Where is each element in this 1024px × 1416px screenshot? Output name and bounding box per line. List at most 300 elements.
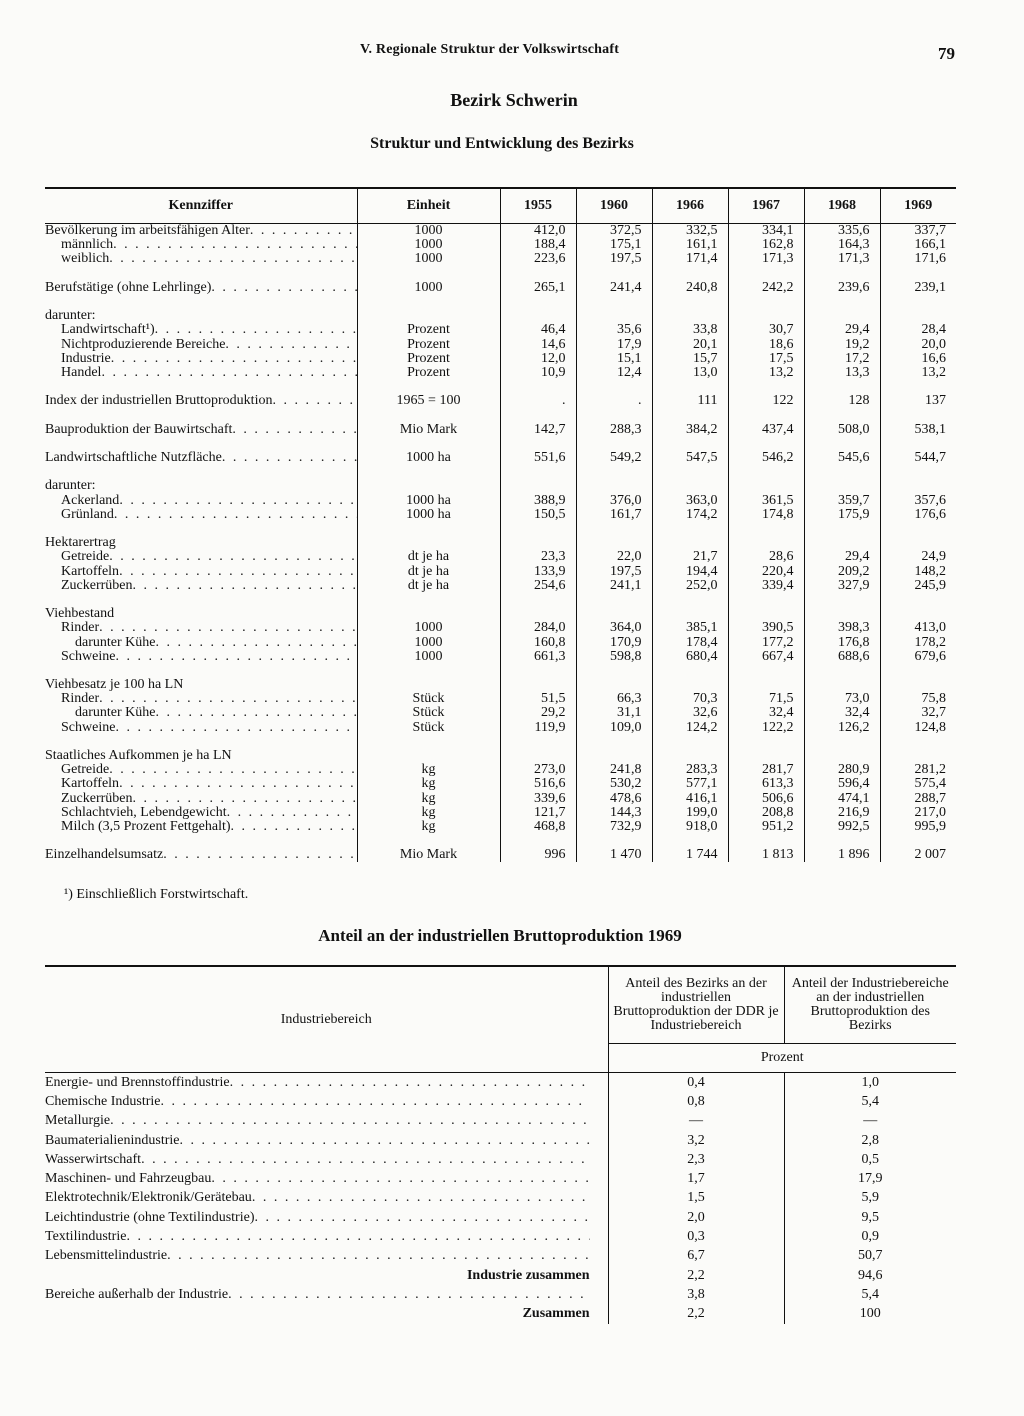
value-cell [652,749,728,763]
table-row [45,1112,956,1131]
leader-dots [115,721,356,735]
value-cell: 1 744 [652,848,728,862]
value-cell [804,749,880,763]
row-label [45,252,357,266]
value-cell: 516,6 [500,777,576,791]
table-row [45,451,956,465]
row-label [45,1285,608,1304]
value-cell: 1 813 [728,848,804,862]
unit-cell [357,607,500,621]
unit-cell: Stück [357,721,500,735]
value-cell: 23,3 [500,550,576,564]
row-spacer [45,735,956,749]
row-label [45,338,357,352]
table-row [45,238,956,252]
value-cell: 209,2 [804,565,880,579]
value-cell: 416,1 [652,792,728,806]
row-label [45,352,357,366]
unit-label: Prozent [608,1044,956,1073]
leader-dots [126,1228,589,1246]
value-cell: 545,6 [804,451,880,465]
value-cell: 17,9 [784,1169,956,1188]
table-row [45,479,956,493]
col-header-year: 1969 [880,188,956,224]
row-label-text: Einzelhandelsumsatz [45,848,164,863]
row-spacer [45,295,956,309]
value-cell: 667,4 [728,650,804,664]
value-cell: 22,0 [576,550,652,564]
row-label [45,550,357,564]
value-cell: 126,2 [804,721,880,735]
row-label-text: weiblich [61,252,110,267]
value-cell: 361,5 [728,494,804,508]
value-cell: 549,2 [576,451,652,465]
value-cell: 162,8 [728,238,804,252]
unit-cell: 1000 [357,621,500,635]
value-cell: 918,0 [652,820,728,834]
col-header-year: 1967 [728,188,804,224]
value-cell: 2 007 [880,848,956,862]
row-label-text: Milch (3,5 Prozent Fettgehalt) [61,819,231,834]
table-row [45,565,956,579]
row-label-text: Zuckerrüben [61,578,133,593]
row-label [45,692,357,706]
value-cell: 283,3 [652,763,728,777]
value-cell: 688,6 [804,650,880,664]
table-row [45,550,956,564]
value-cell: 2,2 [608,1266,784,1285]
running-header: V. Regionale Struktur der Volkswirtschaft [360,42,620,57]
value-cell: 13,0 [652,366,728,380]
table-row [45,1169,956,1188]
row-label-text: darunter: [45,309,96,324]
unit-cell: dt je ha [357,579,500,593]
row-label-text: Rinder [61,621,100,636]
page-number: 79 [938,44,955,63]
value-cell: 680,4 [652,650,728,664]
row-label-text: Wasserwirtschaft [45,1151,142,1167]
row-label-text: Staatliches Aufkommen je ha LN [45,748,232,764]
value-cell [880,607,956,621]
value-cell: 241,4 [576,281,652,295]
table-row [45,678,956,692]
value-cell: 51,5 [500,692,576,706]
table-row [45,309,956,323]
row-label-text: Rinder [61,692,100,707]
value-cell: 390,5 [728,621,804,635]
value-cell: 18,6 [728,338,804,352]
value-cell: 124,8 [880,721,956,735]
value-cell [880,678,956,692]
table-row [45,352,956,366]
value-cell: 178,2 [880,635,956,649]
value-cell: 661,3 [500,650,576,664]
value-cell: 551,6 [500,451,576,465]
unit-cell: 1000 [357,650,500,664]
value-cell [576,479,652,493]
value-cell: 530,2 [576,777,652,791]
value-cell: 334,1 [728,224,804,239]
value-cell: 538,1 [880,423,956,437]
col-header-year: 1955 [500,188,576,224]
unit-cell: kg [357,777,500,791]
value-cell: 363,0 [652,494,728,508]
value-cell: 121,7 [500,806,576,820]
value-cell: 2,2 [608,1305,784,1324]
table-row [45,1208,956,1227]
value-cell [728,607,804,621]
value-cell: 17,9 [576,338,652,352]
unit-cell: Mio Mark [357,848,500,862]
value-cell: 111 [652,394,728,408]
table-row [45,338,956,352]
table-row [45,692,956,706]
row-label-text: Grünland [61,507,114,522]
row-label-text: darunter: [45,479,96,494]
value-cell: 288,3 [576,423,652,437]
value-cell: 73,0 [804,692,880,706]
value-cell: 24,9 [880,550,956,564]
row-label [45,777,357,791]
value-cell: 364,0 [576,621,652,635]
table-row [45,224,956,239]
value-cell: 9,5 [784,1208,956,1227]
value-cell [804,607,880,621]
unit-cell: kg [357,792,500,806]
value-cell: 281,2 [880,763,956,777]
leader-dots [232,423,356,437]
table-row [45,536,956,550]
value-cell: 171,6 [880,252,956,266]
row-label-text: Baumaterialienindustrie [45,1132,180,1148]
row-label-text: Maschinen- und Fahrzeugbau [45,1171,212,1187]
row-label [45,1208,608,1227]
value-cell: 679,6 [880,650,956,664]
value-cell [576,678,652,692]
row-label-text: Leichtindustrie (ohne Textilindustrie) [45,1209,255,1225]
leader-dots [255,1209,590,1227]
value-cell: 28,6 [728,550,804,564]
col-header-year: 1966 [652,188,728,224]
unit-cell: 1000 [357,281,500,295]
leader-dots [222,451,357,465]
value-cell: 273,0 [500,763,576,777]
row-label-text: Handel [61,365,102,380]
value-cell: 175,9 [804,508,880,522]
value-cell: 161,1 [652,238,728,252]
value-cell: 413,0 [880,621,956,635]
table-row [45,1266,956,1285]
value-cell: 144,3 [576,806,652,820]
section-title-industry: Anteil an der industriellen Bruttoproduktion 1969 [318,926,682,945]
leader-dots [250,224,357,238]
value-cell: 284,0 [500,621,576,635]
value-cell: 265,1 [500,281,576,295]
value-cell: 468,8 [500,820,576,834]
value-cell: 332,5 [652,224,728,239]
value-cell: 732,9 [576,820,652,834]
value-cell [728,309,804,323]
row-label-text: Viehbesatz je 100 ha LN [45,678,184,693]
leader-dots [141,1151,589,1169]
value-cell: 1 896 [804,848,880,862]
unit-cell: kg [357,806,500,820]
row-label [45,621,357,635]
row-spacer [45,437,956,451]
unit-cell: 1000 ha [357,451,500,465]
leader-dots [109,252,356,266]
leader-dots [230,1074,590,1092]
section-title-structure: Struktur und Entwicklung des Bezirks [370,135,634,152]
table-row [45,621,956,635]
table-row [45,1189,956,1208]
value-cell [652,479,728,493]
row-label-text: Kartoffeln [61,777,120,792]
value-cell: 171,3 [804,252,880,266]
table-row [45,508,956,522]
value-cell: 544,7 [880,451,956,465]
value-cell: 142,7 [500,423,576,437]
value-cell: 71,5 [728,692,804,706]
row-label [45,224,357,239]
row-label-text: Schweine [61,649,116,664]
value-cell: 14,6 [500,338,576,352]
value-cell: 335,6 [804,224,880,239]
value-cell: 2,8 [784,1131,956,1150]
row-label-text: Textilindustrie [45,1229,127,1245]
table-row [45,706,956,720]
value-cell: 50,7 [784,1247,956,1266]
row-label-text: Ackerland [61,493,120,508]
table-row [45,1131,956,1150]
row-label [45,792,357,806]
value-cell [652,536,728,550]
value-cell: 1,0 [784,1073,956,1093]
value-cell: 177,2 [728,635,804,649]
value-cell: 613,3 [728,777,804,791]
row-label [45,536,357,550]
value-cell: 20,0 [880,338,956,352]
value-cell: 33,8 [652,323,728,337]
page-title: Bezirk Schwerin [450,90,578,110]
value-cell: 252,0 [652,579,728,593]
value-cell: 0,8 [608,1092,784,1111]
row-label-text: Lebensmittelindustrie [45,1248,168,1264]
value-cell: 240,8 [652,281,728,295]
row-label [45,635,357,649]
leader-dots [101,366,356,380]
unit-cell [357,678,500,692]
row-label [45,323,357,337]
row-label [45,607,357,621]
row-label-text: Berufstätige (ohne Lehrlinge) [45,280,212,295]
row-label [45,1112,608,1131]
value-cell: 6,7 [608,1247,784,1266]
row-label-text: Hektarertrag [45,536,116,551]
row-label [45,394,357,408]
value-cell [500,749,576,763]
value-cell: 546,2 [728,451,804,465]
leader-dots [133,579,357,593]
row-spacer [45,834,956,848]
leader-dots [113,238,356,252]
value-cell: 20,1 [652,338,728,352]
value-cell: 30,7 [728,323,804,337]
leader-dots [167,1247,589,1265]
value-cell: 12,4 [576,366,652,380]
value-cell: 13,2 [728,366,804,380]
row-label [45,1131,608,1150]
row-label [45,1073,608,1093]
row-label [45,579,357,593]
value-cell: 216,9 [804,806,880,820]
value-cell: 128 [804,394,880,408]
table-row [45,820,956,834]
industry-share-table [45,965,956,1324]
row-label-text: Bevölkerung im arbeitsfähigen Alter [45,224,250,239]
table-row [45,1092,956,1111]
row-label [45,281,357,295]
total-label: Zusammen [522,1306,590,1322]
value-cell [804,536,880,550]
leader-dots [180,1132,590,1150]
value-cell: 66,3 [576,692,652,706]
value-cell: 15,7 [652,352,728,366]
value-cell: 575,4 [880,777,956,791]
unit-cell: kg [357,763,500,777]
row-label [45,565,357,579]
row-label [45,366,357,380]
value-cell: 119,9 [500,721,576,735]
value-cell: 0,4 [608,1073,784,1093]
unit-cell [357,479,500,493]
footnote: ¹) Einschließlich Forstwirtschaft. [64,887,249,902]
col-header-year: 1968 [804,188,880,224]
value-cell: 13,3 [804,366,880,380]
value-cell [500,607,576,621]
value-cell: 242,2 [728,281,804,295]
value-cell: 178,4 [652,635,728,649]
row-label-text: darunter Kühe [75,635,156,650]
value-cell: 5,4 [784,1285,956,1304]
value-cell: 31,1 [576,706,652,720]
leader-dots [252,1189,590,1207]
row-label [45,238,357,252]
value-cell: 32,6 [652,706,728,720]
table-row [45,721,956,735]
value-cell: 508,0 [804,423,880,437]
value-cell: 376,0 [576,494,652,508]
value-cell: 412,0 [500,224,576,239]
row-label [45,678,357,692]
row-label [45,848,357,862]
leader-dots [115,650,356,664]
row-spacer [45,408,956,422]
row-label [45,1189,608,1208]
value-cell: 281,7 [728,763,804,777]
value-cell: 217,0 [880,806,956,820]
leader-dots [160,1093,589,1111]
value-cell: 32,4 [804,706,880,720]
value-cell: 245,9 [880,579,956,593]
value-cell: 17,5 [728,352,804,366]
table-row [45,1247,956,1266]
row-label [45,706,357,720]
value-cell: 384,2 [652,423,728,437]
col-header-kennziffer: Kennziffer [45,188,357,224]
table-row [45,1305,956,1324]
value-cell: 337,7 [880,224,956,239]
value-cell: 175,1 [576,238,652,252]
value-cell: 339,4 [728,579,804,593]
value-cell: 197,5 [576,252,652,266]
table-row [45,394,956,408]
leader-dots [119,494,356,508]
value-cell [500,678,576,692]
value-cell [576,536,652,550]
value-cell: 70,3 [652,692,728,706]
structure-table [45,187,956,862]
value-cell: 100 [784,1305,956,1324]
leader-dots [114,508,357,522]
leader-dots [155,706,356,720]
value-cell: 2,0 [608,1208,784,1227]
value-cell: 166,1 [880,238,956,252]
value-cell: 32,7 [880,706,956,720]
value-cell: 133,9 [500,565,576,579]
value-cell: 199,0 [652,806,728,820]
value-cell: 398,3 [804,621,880,635]
unit-cell: 1000 ha [357,508,500,522]
row-label-text: Chemische Industrie [45,1093,161,1109]
leader-dots [133,792,357,806]
value-cell: 280,9 [804,763,880,777]
value-cell [652,678,728,692]
row-label-text: Landwirtschaftliche Nutzfläche [45,451,222,466]
unit-cell: Prozent [357,352,500,366]
value-cell: 13,2 [880,366,956,380]
table-row [45,650,956,664]
value-cell: 951,2 [728,820,804,834]
value-cell [576,309,652,323]
leader-dots [155,636,356,650]
value-cell: 17,2 [804,352,880,366]
unit-cell: Stück [357,692,500,706]
value-cell: 176,8 [804,635,880,649]
row-label-text: Schlachtvieh, Lebendgewicht [61,805,227,820]
unit-cell: 1000 [357,635,500,649]
value-cell [728,678,804,692]
row-label-text: Viehbestand [45,607,115,622]
row-label-text: Landwirtschaft¹) [61,323,155,338]
table-row [45,635,956,649]
value-cell: 208,8 [728,806,804,820]
row-label [45,451,357,465]
unit-cell: 1000 [357,252,500,266]
industry-table-header [45,966,956,1044]
unit-cell: Prozent [357,338,500,352]
row-label-text: Getreide [61,763,110,778]
value-cell: 992,5 [804,820,880,834]
row-label [45,650,357,664]
value-cell: 16,6 [880,352,956,366]
value-cell: 2,3 [608,1150,784,1169]
table-row [45,1285,956,1304]
row-spacer [45,380,956,394]
row-label-text: Bereiche außerhalb der Industrie [45,1286,229,1302]
unit-cell: dt je ha [357,550,500,564]
row-label-text: Schweine [61,720,116,735]
